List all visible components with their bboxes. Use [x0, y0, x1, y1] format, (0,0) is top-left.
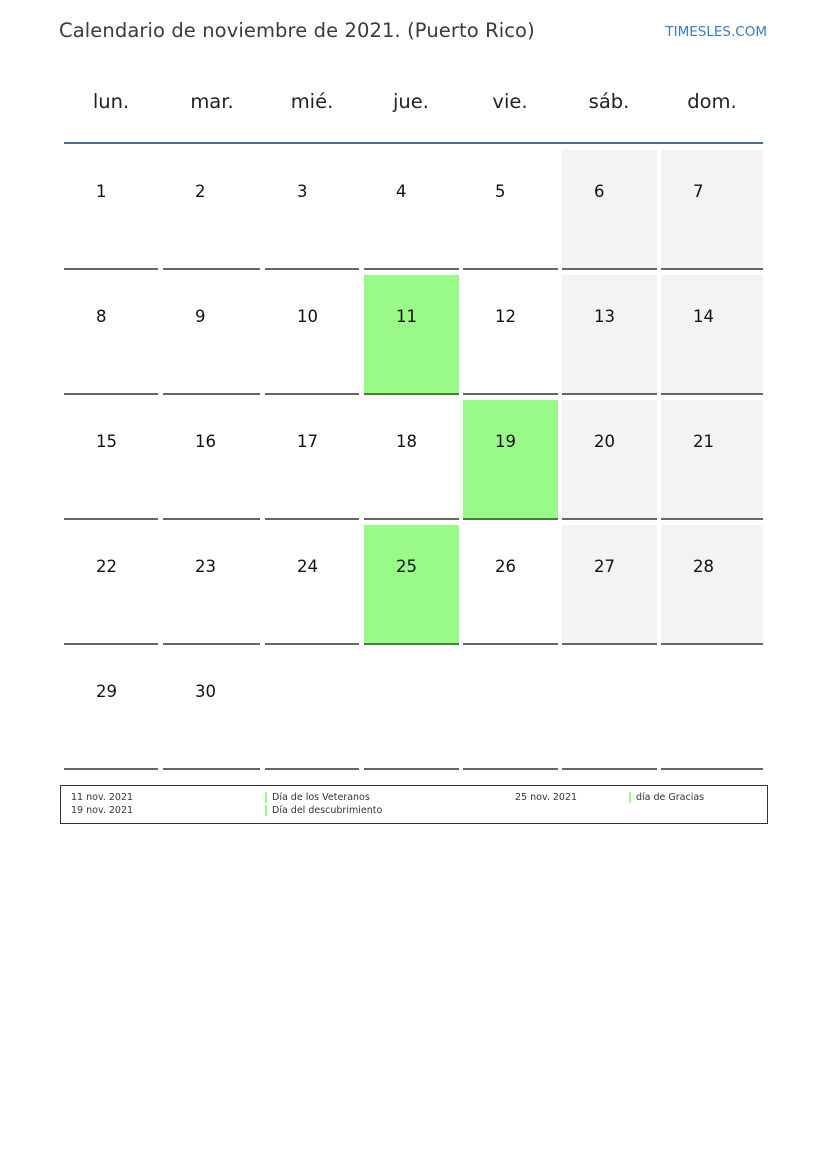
day-cell [64, 650, 158, 769]
holiday-day-cell [364, 275, 459, 394]
legend-swatch [629, 792, 631, 803]
day-number: 30 [195, 682, 216, 701]
empty-day-cell [661, 650, 763, 769]
day-number: 23 [195, 557, 216, 576]
holiday-day-cell [364, 525, 459, 644]
day-cell [661, 275, 763, 394]
cell-bottom-rule [562, 393, 657, 395]
cell-bottom-rule [463, 768, 558, 770]
day-number: 25 [396, 557, 417, 576]
legend-holiday-name: día de Gracias [636, 792, 705, 803]
day-number: 12 [495, 307, 516, 326]
cell-bottom-rule [364, 268, 459, 270]
day-number: 8 [96, 307, 107, 326]
day-number: 19 [495, 432, 516, 451]
day-cell [64, 525, 158, 644]
cell-bottom-rule [661, 768, 763, 770]
weekday-label: mar. [190, 90, 234, 113]
cell-bottom-rule [265, 518, 359, 520]
cell-bottom-rule [562, 643, 657, 645]
weekday-label: mié. [290, 90, 334, 113]
day-number: 29 [96, 682, 117, 701]
day-number: 11 [396, 307, 417, 326]
day-number: 6 [594, 182, 605, 201]
cell-bottom-rule [163, 393, 260, 395]
day-cell [265, 275, 359, 394]
day-number: 5 [495, 182, 506, 201]
day-cell [163, 400, 260, 519]
empty-day-cell [265, 650, 359, 769]
cell-bottom-rule [64, 643, 158, 645]
weekday-label: jue. [393, 90, 429, 113]
day-cell [163, 650, 260, 769]
legend-item [265, 805, 382, 816]
cell-bottom-rule [661, 393, 763, 395]
cell-bottom-rule [64, 268, 158, 270]
legend-item [265, 792, 370, 803]
cell-bottom-rule [265, 768, 359, 770]
weekday-label: dom. [687, 90, 737, 113]
cell-bottom-rule [562, 268, 657, 270]
holiday-day-cell [463, 400, 558, 519]
day-cell [661, 400, 763, 519]
day-number: 7 [693, 182, 704, 201]
cell-bottom-rule [364, 768, 459, 770]
cell-bottom-rule [661, 518, 763, 520]
weekday-label: lun. [92, 90, 130, 113]
day-number: 15 [96, 432, 117, 451]
cell-bottom-rule [364, 643, 459, 645]
cell-bottom-rule [364, 393, 459, 395]
cell-bottom-rule [265, 393, 359, 395]
cell-bottom-rule [661, 643, 763, 645]
legend-swatch [265, 805, 267, 816]
cell-bottom-rule [163, 643, 260, 645]
legend-item [629, 792, 704, 803]
empty-day-cell [463, 650, 558, 769]
cell-bottom-rule [463, 268, 558, 270]
day-cell [64, 150, 158, 269]
day-number: 3 [297, 182, 308, 201]
day-number: 24 [297, 557, 318, 576]
day-cell [661, 150, 763, 269]
cell-bottom-rule [64, 768, 158, 770]
cell-bottom-rule [265, 643, 359, 645]
cell-bottom-rule [562, 518, 657, 520]
day-number: 2 [195, 182, 206, 201]
cell-bottom-rule [463, 393, 558, 395]
day-number: 28 [693, 557, 714, 576]
cell-bottom-rule [163, 518, 260, 520]
page-title: Calendario de noviembre de 2021. (Puerto Rico) [59, 19, 535, 42]
legend-swatch [265, 792, 267, 803]
header-rule [64, 142, 763, 144]
cell-bottom-rule [463, 643, 558, 645]
day-cell [64, 400, 158, 519]
day-number: 20 [594, 432, 615, 451]
day-cell [64, 275, 158, 394]
day-number: 22 [96, 557, 117, 576]
day-cell [562, 275, 657, 394]
day-number: 16 [195, 432, 216, 451]
cell-bottom-rule [64, 518, 158, 520]
day-cell [562, 400, 657, 519]
day-cell [364, 150, 459, 269]
day-cell [163, 525, 260, 644]
holiday-legend [60, 785, 768, 824]
day-cell [562, 150, 657, 269]
day-cell [163, 150, 260, 269]
legend-holiday-name: Día del descubrimiento [272, 805, 383, 816]
empty-day-cell [562, 650, 657, 769]
day-cell [265, 525, 359, 644]
cell-bottom-rule [265, 268, 359, 270]
cell-bottom-rule [163, 268, 260, 270]
legend-holiday-name: Día de los Veteranos [272, 792, 370, 803]
day-number: 4 [396, 182, 407, 201]
day-number: 10 [297, 307, 318, 326]
legend-date: 11 nov. 2021 [71, 792, 134, 803]
day-number: 21 [693, 432, 714, 451]
cell-bottom-rule [661, 268, 763, 270]
day-number: 27 [594, 557, 615, 576]
day-cell [265, 400, 359, 519]
day-number: 14 [693, 307, 714, 326]
day-cell [463, 275, 558, 394]
day-number: 18 [396, 432, 417, 451]
day-cell [463, 525, 558, 644]
empty-day-cell [364, 650, 459, 769]
day-number: 17 [297, 432, 318, 451]
day-cell [661, 525, 763, 644]
cell-bottom-rule [364, 518, 459, 520]
day-number: 1 [96, 182, 107, 201]
day-number: 26 [495, 557, 516, 576]
legend-date: 19 nov. 2021 [71, 805, 134, 816]
brand-link[interactable]: TIMESLES.COM [665, 24, 767, 40]
weekday-label: vie. [492, 90, 528, 113]
cell-bottom-rule [562, 768, 657, 770]
legend-date: 25 nov. 2021 [515, 792, 578, 803]
weekday-label: sáb. [588, 90, 630, 113]
day-cell [463, 150, 558, 269]
cell-bottom-rule [163, 768, 260, 770]
day-cell [265, 150, 359, 269]
day-cell [364, 400, 459, 519]
day-number: 13 [594, 307, 615, 326]
day-cell [562, 525, 657, 644]
cell-bottom-rule [64, 393, 158, 395]
cell-bottom-rule [463, 518, 558, 520]
day-cell [163, 275, 260, 394]
day-number: 9 [195, 307, 206, 326]
